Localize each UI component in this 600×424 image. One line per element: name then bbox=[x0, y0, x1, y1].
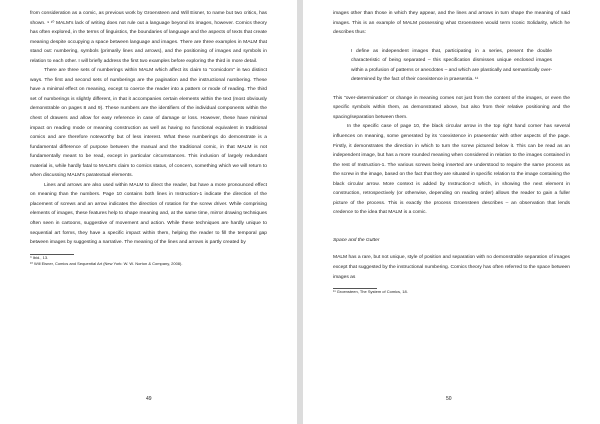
left-paragraph-1: from consideration as a comic, as previous work by Groensteen and Will Eisner, to name but two critics, has shown. ⁹ ¹⁰ MALM's lack of writing does not rule out a language beyond its images, however. Comics theory has often explored, in the terms of linguistics, the boundaries of language and the aspects of texts that create meaning despite occupying a space between language and images. There are three examples in MALM that stand out: numbering, symbols (primarily lines and arrows), and the positioning of images and symbols in relation to each other. I will briefly address the first two examples before exploring the third in more detail. bbox=[30, 11, 267, 64]
page-number-right: 50 bbox=[446, 396, 452, 402]
page-number-left: 49 bbox=[146, 396, 152, 402]
section-heading: Space and the Gutter bbox=[333, 237, 380, 243]
right-paragraph-2: In the specific case of page 10, the black circular arrow in the top right hand corner has several influences on meaning, some generated by its 'coexistence in praesentia' with other aspects of the page. Firstly, it demonstrates the direction in which to turn the screw pictured below it. This can be read as an independent image, but has a more rounded meaning when considered in relation to the images contained in the rest of Instruction-1. The various screws being inserted are understood to require the same process as the screw in the image, based on the fact that they are situated in specific relation to the image containing the black circular arrow. More context is added by Instruction-2 which, in showing the next element in construction, retrospectively (or otherwise, depending on reading order) allows the reader to gain a fuller picture of the process. This is exactly the process Groensteen describes – an observation that lends credence to the idea that MALM is a comic. bbox=[333, 124, 570, 216]
right-paragraph-1: This "over-determination" or change in meaning comes not just from the content of the images, or even the specific symbols within them, as demonstrated above, but also from their relative positioning and the spacing/separation between them. bbox=[333, 95, 570, 120]
block-quote bbox=[351, 47, 552, 85]
right-intro-paragraph: images other than those in which they appear, and the lines and arrows in turn shape the meaning of said images. This is an example of MALM possessing what Groensteen would term Iconic Solidarity, which he describes thus: bbox=[333, 11, 570, 36]
footnote-9: ⁹ Ibid., 13. bbox=[30, 254, 49, 260]
left-page bbox=[0, 0, 297, 424]
footnote-11: ¹¹ Groensteen, The System of Comics, 18. bbox=[333, 289, 408, 295]
right-closing-paragraph: MALM has a rare, but not unique, style of position and separation with no demonstrable separation of images except that suggested by the instructional numbering. Comics theory has often referred to the space between images as bbox=[333, 255, 570, 280]
right-page bbox=[303, 0, 600, 424]
block-quote-text: I define as independent images that, participating in a series, present the double characteristic of being separated – this specification dismisses unique enclosed images within a profusion of patterns or anecdotes – and which are plastically and semantically over-determined by the fact of their coexistence in praesentia. ¹¹ bbox=[351, 48, 552, 83]
footnote-10: ¹⁰ Will Eisner, Comics and Sequential Art (New York: W. W. Norton & Company, 2008). bbox=[30, 260, 183, 266]
left-paragraph-2: There are three sets of numberings within MALM which affect its claim to "comicdom" in two distinct ways. The first and second sets of numberings are the pagination and the instructional numbering. These have a minimal effect on meaning, except to coerce the reader into a pattern or mode of reading. The third set of numberings is slightly different, in that it accompanies certain elements within the text (most obviously demonstrable on pages 8 and 9). These numbers are the identifiers of the individual components within the chest of drawers and allow for easy reference in case of damage or loss. However, these have minimal impact on reading mode or meaning construction as well as having no functional equivalent in traditional comics and are therefore noteworthy but of less interest. What these numberings do demonstrate is a fundamental difference of purpose between the manual and the traditional comic, in that MALM is not fundamentally meant to be read, except in particular circumstances. This inclusion of largely redundant material is, while hardly fatal to MALM's claim to comics status, of concern, something which we will return to when discussing MALM's paratextual elements. bbox=[30, 68, 267, 179]
left-paragraph-3: Lines and arrows are also used within MALM to direct the reader, but have a more pronounced effect on meaning than the numbers. Page 10 contains both lines in Instruction-1 indicate the direction of the placement of screws and an arrow indicates the direction of rotation for the screw driver. While comprising elements of images, these features help to shape meaning and, at the same time, mirror drawing techniques often seen in cartoons, suggestive of movement and action. While these techniques are hardly unique to sequential art forms, they have a specific impact within them, helping the reader to fill the temporal gap between images by suggesting a narrative. The meaning of the lines and arrows is partly created by bbox=[30, 182, 267, 246]
